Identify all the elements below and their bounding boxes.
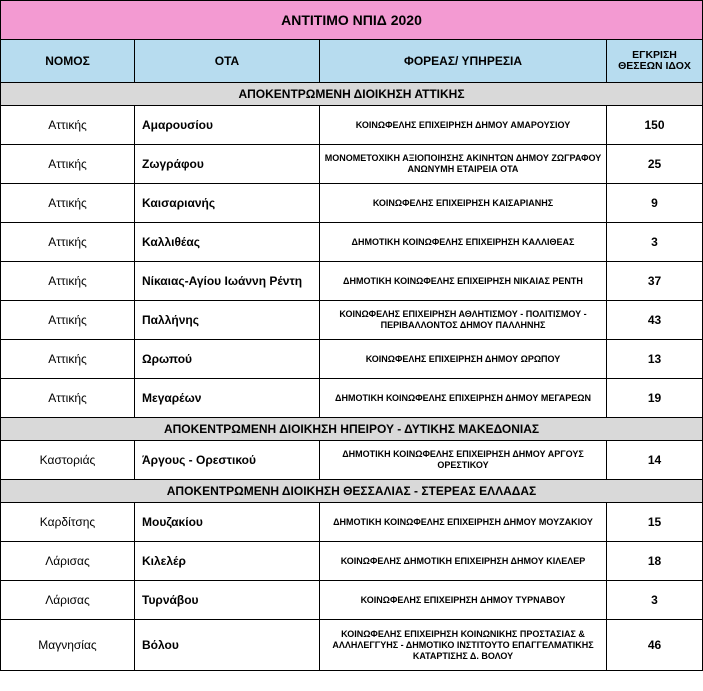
cell-count: 43 [607,301,703,340]
cell-count: 46 [607,620,703,671]
cell-nomos: Αττικής [1,340,135,379]
table-row [1,184,703,223]
cell-foreas: ΚΟΙΝΩΦΕΛΗΣ ΕΠΙΧΕΙΡΗΣΗ ΑΘΛΗΤΙΣΜΟΥ - ΠΟΛΙΤΙΣΜΟΥ - ΠΕΡΙΒΑΛΛΟΝΤΟΣ ΔΗΜΟΥ ΠΑΛΛΗΝΗΣ [320,301,607,340]
cell-ota: Καλλιθέας [135,223,320,262]
table-row [1,441,703,480]
cell-nomos: Καρδίτσης [1,503,135,542]
cell-foreas: ΚΟΙΝΩΦΕΛΗΣ ΕΠΙΧΕΙΡΗΣΗ ΚΟΙΝΩΝΙΚΗΣ ΠΡΟΣΤΑΣΙΑΣ & ΑΛΛΗΛΕΓΓΥΗΣ - ΔΗΜΟΤΙΚΟ ΙΝΣΤΙΤΟΥΤΟ ΕΠΑΓΓΕΛΜΑΤΙΚΗΣ ΚΑΤΑΡΤΙΣΗΣ Δ. ΒΟΛΟΥ [320,620,607,671]
cell-foreas: ΚΟΙΝΩΦΕΛΗΣ ΕΠΙΧΕΙΡΗΣΗ ΚΑΙΣΑΡΙΑΝΗΣ [320,184,607,223]
cell-nomos: Καστοριάς [1,441,135,480]
cell-nomos: Αττικής [1,379,135,418]
cell-nomos: Αττικής [1,301,135,340]
cell-count: 37 [607,262,703,301]
table-title: ΑΝΤΙΤΙΜΟ ΝΠΙΔ 2020 [1,1,703,40]
table-row [1,379,703,418]
cell-ota: Τυρνάβου [135,581,320,620]
section-title: ΑΠΟΚΕΝΤΡΩΜΕΝΗ ΔΙΟΙΚΗΣΗ ΘΕΣΣΑΛΙΑΣ - ΣΤΕΡΕΑΣ ΕΛΛΑΔΑΣ [1,480,703,503]
cell-ota: Άργους - Ορεστικού [135,441,320,480]
cell-foreas: ΜΟΝΟΜΕΤΟΧΙΚΗ ΑΞΙΟΠΟΙΗΣΗΣ ΑΚΙΝΗΤΩΝ ΔΗΜΟΥ ΖΩΓΡΑΦΟΥ ΑΝΩΝΥΜΗ ΕΤΑΙΡΕΙΑ ΟΤΑ [320,145,607,184]
cell-foreas: ΚΟΙΝΩΦΕΛΗΣ ΕΠΙΧΕΙΡΗΣΗ ΔΗΜΟΥ ΩΡΩΠΟΥ [320,340,607,379]
cell-foreas: ΚΟΙΝΩΦΕΛΗΣ ΔΗΜΟΤΙΚΗ ΕΠΙΧΕΙΡΗΣΗ ΔΗΜΟΥ ΚΙΛΕΛΕΡ [320,542,607,581]
cell-nomos: Αττικής [1,262,135,301]
table-body [1,1,703,671]
header-ota: ΟΤΑ [135,40,320,83]
table-row [1,223,703,262]
cell-foreas: ΔΗΜΟΤΙΚΗ ΚΟΙΝΩΦΕΛΗΣ ΕΠΙΧΕΙΡΗΣΗ ΚΑΛΛΙΘΕΑΣ [320,223,607,262]
cell-count: 13 [607,340,703,379]
cell-count: 9 [607,184,703,223]
table-row [1,145,703,184]
cell-ota: Αμαρουσίου [135,106,320,145]
cell-foreas: ΔΗΜΟΤΙΚΗ ΚΟΙΝΩΦΕΛΗΣ ΕΠΙΧΕΙΡΗΣΗ ΝΙΚΑΙΑΣ ΡΕΝΤΗ [320,262,607,301]
table-row [1,503,703,542]
cell-nomos: Αττικής [1,145,135,184]
cell-ota: Μουζακίου [135,503,320,542]
table-row [1,542,703,581]
title-row [1,1,703,40]
cell-nomos: Λάρισας [1,581,135,620]
cell-nomos: Αττικής [1,184,135,223]
section-title: ΑΠΟΚΕΝΤΡΩΜΕΝΗ ΔΙΟΙΚΗΣΗ ΗΠΕΙΡΟΥ - ΔΥΤΙΚΗΣ ΜΑΚΕΔΟΝΙΑΣ [1,418,703,441]
header-approval: ΕΓΚΡΙΣΗ ΘΕΣΕΩΝ ΙΔΟΧ [607,40,703,83]
cell-ota: Καισαριανής [135,184,320,223]
cell-nomos: Αττικής [1,106,135,145]
section-row [1,83,703,106]
cell-ota: Παλλήνης [135,301,320,340]
cell-ota: Νίκαιας-Αγίου Ιωάννη Ρέντη [135,262,320,301]
cell-nomos: Λάρισας [1,542,135,581]
cell-foreas: ΚΟΙΝΩΦΕΛΗΣ ΕΠΙΧΕΙΡΗΣΗ ΔΗΜΟΥ ΑΜΑΡΟΥΣΙΟΥ [320,106,607,145]
cell-ota: Ωρωπού [135,340,320,379]
header-foreas: ΦΟΡΕΑΣ/ ΥΠΗΡΕΣΙΑ [320,40,607,83]
cell-foreas: ΔΗΜΟΤΙΚΗ ΚΟΙΝΩΦΕΛΗΣ ΕΠΙΧΕΙΡΗΣΗ ΔΗΜΟΥ ΜΕΓΑΡΕΩΝ [320,379,607,418]
header-nomos: ΝΟΜΟΣ [1,40,135,83]
cell-foreas: ΚΟΙΝΩΦΕΛΗΣ ΕΠΙΧΕΙΡΗΣΗ ΔΗΜΟΥ ΤΥΡΝΑΒΟΥ [320,581,607,620]
section-row [1,418,703,441]
cell-count: 3 [607,223,703,262]
cell-count: 25 [607,145,703,184]
cell-count: 15 [607,503,703,542]
cell-count: 14 [607,441,703,480]
cell-foreas: ΔΗΜΟΤΙΚΗ ΚΟΙΝΩΦΕΛΗΣ ΕΠΙΧΕΙΡΗΣΗ ΔΗΜΟΥ ΜΟΥΖΑΚΙΟΥ [320,503,607,542]
cell-nomos: Αττικής [1,223,135,262]
cell-ota: Ζωγράφου [135,145,320,184]
table-row [1,106,703,145]
cell-nomos: Μαγνησίας [1,620,135,671]
cell-count: 19 [607,379,703,418]
table-row [1,301,703,340]
section-title: ΑΠΟΚΕΝΤΡΩΜΕΝΗ ΔΙΟΙΚΗΣΗ ΑΤΤΙΚΗΣ [1,83,703,106]
table-row [1,620,703,671]
cell-count: 18 [607,542,703,581]
cell-ota: Μεγαρέων [135,379,320,418]
header-row [1,40,703,83]
table-row [1,262,703,301]
section-row [1,480,703,503]
table-row [1,340,703,379]
cell-foreas: ΔΗΜΟΤΙΚΗ ΚΟΙΝΩΦΕΛΗΣ ΕΠΙΧΕΙΡΗΣΗ ΔΗΜΟΥ ΑΡΓΟΥΣ ΟΡΕΣΤΙΚΟΥ [320,441,607,480]
cell-count: 150 [607,106,703,145]
cell-ota: Βόλου [135,620,320,671]
cell-ota: Κιλελέρ [135,542,320,581]
cell-count: 3 [607,581,703,620]
table-row [1,581,703,620]
